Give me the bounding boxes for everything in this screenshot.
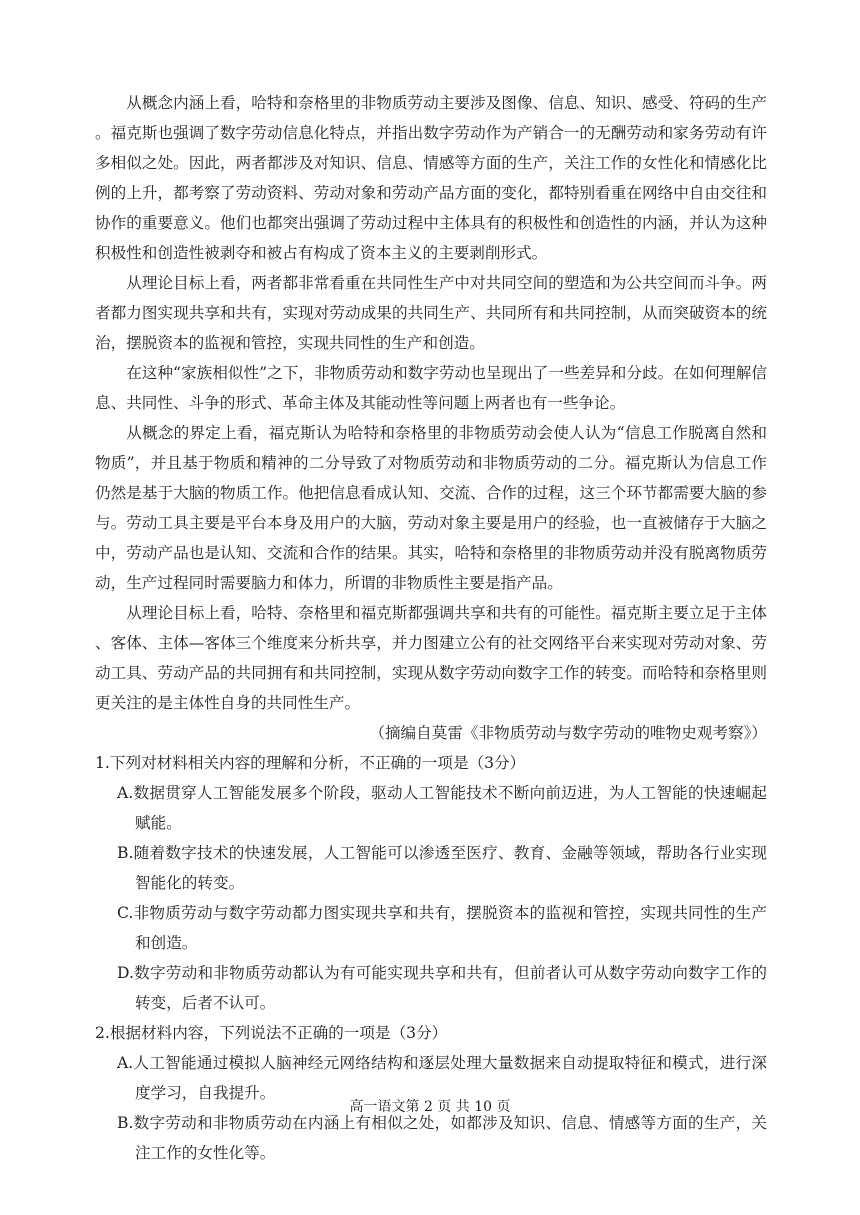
passage-paragraph-5: 从理论目标上看，哈特、奈格里和福克斯都强调共享和共有的可能性。福克斯主要立足于主体、客体、主体—客体三个维度来分析共享，并力图建立公有的社交网络平台来实现对劳动对象、劳动工具、劳动产品的共同拥有和共同控制，实现从数字劳动向数字工作的转变。而哈特和奈格里则更关注的是主体性自身的共同性生产。 [95,604,767,712]
question-2 [95,1018,767,1168]
question-1-option-a: A.数据贯穿人工智能发展多个阶段，驱动人工智能技术不断向前迈进，为人工智能的快速崛起赋能。 [117,784,767,832]
passage-paragraph-4: 从概念的界定上看，福克斯认为哈特和奈格里的非物质劳动会使人认为“信息工作脱离自然和物质”，并且基于物质和精神的二分导致了对物质劳动和非物质劳动的二分。福克斯认为信息工作仍然是基于大脑的物质工作。他把信息看成认知、交流、合作的过程，这三个环节都需要大脑的参与。劳动工具主要是平台本身及用户的大脑，劳动对象主要是用户的经验，也一直被储存于大脑之中，劳动产品也是认知、交流和合作的结果。其实，哈特和奈格里的非物质劳动并没有脱离物质劳动，生产过程同时需要脑力和体力，所谓的非物质性主要是指产品。 [95,424,767,592]
question-1-stem: 1.下列对材料相关内容的理解和分析，不正确的一项是（3分） [95,754,526,772]
question-1-options [95,778,767,1018]
question-1 [95,748,767,1018]
page-content [95,88,767,1168]
reading-passage [95,88,767,748]
passage-paragraph-1: 从概念内涵上看，哈特和奈格里的非物质劳动主要涉及图像、信息、知识、感受、符码的生产。福克斯也强调了数字劳动信息化特点，并指出数字劳动作为产销合一的无酬劳动和家务劳动有许多相似之处。因此，两者都涉及对知识、信息、情感等方面的生产，关注工作的女性化和情感化比例的上升，都考察了劳动资料、劳动对象和劳动产品方面的变化，都特别看重在网络中自由交往和协作的重要意义。他们也都突出强调了劳动过程中主体具有的积极性和创造性的内涵，并认为这种积极性和创造性被剥夺和被占有构成了资本主义的主要剥削形式。 [95,94,767,262]
question-2-option-b: B.数字劳动和非物质劳动在内涵上有相似之处，如都涉及知识、信息、情感等方面的生产，关注工作的女性化等。 [117,1114,767,1162]
question-1-option-b: B.随着数字技术的快速发展，人工智能可以渗透至医疗、教育、金融等领域，帮助各行业实现智能化的转变。 [117,844,767,892]
passage-paragraph-3: 在这种“家族相似性”之下，非物质劳动和数字劳动也呈现出了一些差异和分歧。在如何理解信息、共同性、斗争的形式、革命主体及其能动性等问题上两者也有一些争论。 [95,364,767,412]
question-2-stem: 2.根据材料内容，下列说法不正确的一项是（3分） [95,1024,448,1042]
question-1-option-c: C.非物质劳动与数字劳动都力图实现共享和共有，摆脱资本的监视和管控，实现共同性的生产和创造。 [117,904,767,952]
page-footer: 高一语文第 2 页 共 10 页 [349,1099,511,1115]
question-1-option-d: D.数字劳动和非物质劳动都认为有可能实现共享和共有，但前者认可从数字劳动向数字工作的转变，后者不认可。 [117,964,767,1012]
passage-paragraph-2: 从理论目标上看，两者都非常看重在共同性生产中对共同空间的塑造和为公共空间而斗争。两者都力图实现共享和共有，实现对劳动成果的共同生产、共同所有和共同控制，从而突破资本的统治，摆脱资本的监视和管控，实现共同性的生产和创造。 [95,274,767,352]
source-attribution: （摘编自莫雷《非物质劳动与数字劳动的唯物史观考察》） [369,724,767,742]
question-2-option-a: A.人工智能通过模拟人脑神经元网络结构和逐层处理大量数据来自动提取特征和模式，进行深度学习，自我提升。 [117,1054,767,1102]
